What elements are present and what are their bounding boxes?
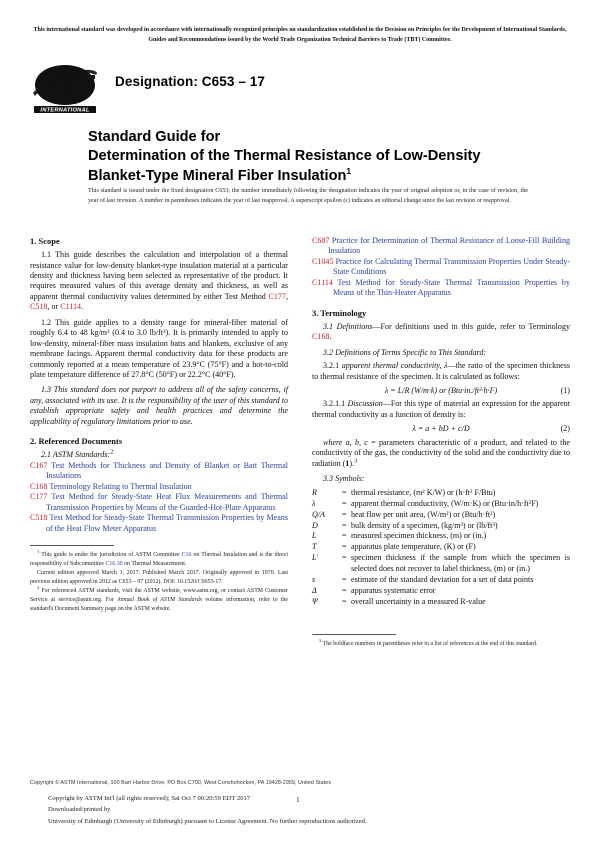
where-parameters: where a, b, c [323, 437, 368, 447]
equation-2 [312, 424, 570, 434]
reference-list-left [30, 461, 288, 534]
footnote-2-pre: For referenced ASTM standards, visit the ASTM website, www.astm.org, or contact ASTM Customer Service at service@astm.org. For [30, 587, 288, 603]
reference-code[interactable]: C518 [30, 513, 48, 523]
equation-2-number: (2) [560, 424, 570, 434]
footnote-1-marker: 1 [37, 549, 40, 554]
section-heading-scope: 1. Scope [30, 236, 60, 246]
symbol-definition: measured specimen thickness, (m) or (in.) [351, 531, 487, 541]
reference-title[interactable]: Test Method for Steady-State Heat Flux Measurements and Thermal Transmission Properties by Means of the Guarded-Hot-Plate Apparatus [46, 492, 288, 512]
table-row [312, 488, 570, 499]
symbol-name: L [312, 531, 317, 541]
symbol-definition: specimen thickness if the sample from which the specimen is selected does not recover to label thickness, (m) or (in.) [351, 553, 570, 573]
download-line-1: Copyright by ASTM Int'l (all rights reserved); Sat Oct 7 00:20:59 EDT 2017 [48, 795, 251, 802]
reference-code[interactable]: C1114 [312, 277, 333, 287]
astm-standards-label: 2.1 ASTM Standards: [41, 450, 111, 460]
footnote-divider [312, 634, 396, 635]
para-3-2-1-1-def: —For this type of material an expression for the apparent thermal conductivity as a function of density is: [312, 399, 570, 419]
svg-text:INTERNATIONAL: INTERNATIONAL [40, 107, 90, 114]
footnote-3-marker: 3 [319, 637, 322, 643]
symbol-name: Δ [312, 585, 317, 595]
astm-standards-footnote-marker: 2 [110, 448, 114, 456]
issued-under-note: This standard is issued under the fixed designation C653; the number immediately following the designation indicates the year of original adoption or, in the case of revision, the year of last revision. A number in parentheses indicates the year of last reapproval. A superscript epsilon (ε) indicates an editorial change since the last revision or reapproval. [88, 188, 528, 205]
title-line-3-text: Blanket-Type Mineral Fiber Insulation [88, 167, 347, 184]
footnote-3 [312, 637, 570, 649]
title-footnote-marker: 1 [346, 165, 352, 176]
reference-title[interactable]: Practice for Calculating Thermal Transmission Properties Under Steady-State Conditions [333, 256, 571, 277]
symbol-equals: = [342, 585, 347, 595]
reference-link-c1114[interactable]: C1114 [60, 302, 82, 312]
paragraph-2-1 [30, 450, 288, 460]
para-1-1-mid1: , [285, 291, 288, 301]
symbol-name: R [312, 487, 317, 497]
astm-logo [32, 62, 98, 114]
where-definition: = parameters characteristic of a product, and related to the conductivity of the gas, the conductivity of the solid and the conductivity due to radiation ( [312, 437, 570, 468]
para-3-2-1-def: —the ratio of the specimen thickness to thermal resistance of the specimen. It is calculated as follows: [312, 361, 571, 381]
symbol-equals: = [342, 553, 347, 563]
reference-code[interactable]: C687 [312, 236, 330, 245]
symbol-name: L' [312, 553, 319, 563]
table-row [312, 586, 570, 597]
symbol-equals: = [342, 531, 347, 541]
symbol-definition: estimate of the standard deviation for a set of data points [351, 574, 534, 584]
reference-title[interactable]: Practice for Determination of Thermal Resistance of Loose-Fill Building Insulation [328, 236, 570, 256]
committee-link-c16[interactable]: C16 [181, 551, 192, 558]
reference-title[interactable]: Test Methods for Thickness and Density of Blanket or Batt Thermal Insulations [46, 460, 288, 481]
title-line-3 [88, 167, 528, 186]
para-1-1-mid2: , or [47, 302, 61, 312]
footnote-block-right [312, 637, 570, 649]
para-3-1-mid: —For definitions used in this guide, refer to Terminology [372, 321, 570, 331]
download-line-3: University of Edinburgh (University of Edinburgh) pursuant to License Agreement. No further reproductions authorized. [48, 817, 367, 825]
reference-link-c177[interactable]: C177 [268, 291, 286, 301]
equation-2-body: λ = a + bD + c/D [412, 424, 470, 434]
reference-item [312, 236, 570, 257]
reference-title[interactable]: Test Method for Steady-State Thermal Transmission Properties by Means of the Heat Flow Meter Apparatus [46, 513, 288, 533]
symbol-name: Ψ [312, 596, 318, 606]
paragraph-1-2: 1.2 This guide applies to a density range for mineral-fiber material of roughly 6.4 to 48 kg/m³ (0.4 to 3.0 lb/ft³). It is primarily intended to apply to low-density, mineral-fiber mass insulation batts and blankets, exclusive of any membrane facings. Apparent thermal conductivity data for these products are commonly reported at a mean temperature of 23.9°C (75°F) and a hot-to-cold plate temperature difference of 27.8°C (50°F) or 22.2°C (40°F). [30, 317, 288, 380]
title-line-1: Standard Guide for [88, 129, 221, 145]
paragraph-3-1 [312, 322, 570, 343]
reference-item [312, 278, 570, 299]
symbol-definition: heat flow per unit area, (W/m²) or (Btu/h·ft²) [351, 509, 496, 519]
para-1-1-lead: 1.1 This guide describes the calculation and interpolation of a thermal resistance value for low-density blanket-type insulation material at a particular density and thickness having been selected as representative of the product. It requires measured values of this average density and thickness, as well as apparent thermal conductivity values determined by either Test Method [30, 250, 288, 301]
footnote-1 [30, 551, 288, 569]
para-3-2-1-number: 3.2.1 [323, 361, 340, 371]
table-row [312, 542, 570, 553]
page-title [88, 128, 528, 186]
reference-link-c168[interactable]: C168 [312, 332, 330, 342]
symbol-definition: apparatus plate temperature, (K) or (F) [351, 542, 476, 552]
table-row [312, 521, 570, 532]
para-3-1-end: . [329, 332, 332, 342]
symbol-equals: = [342, 520, 347, 530]
symbol-definition: apparent thermal conductivity, (W/m·K) or (Btu·in/h·ft²F) [351, 498, 539, 508]
footnote-2-italic: Annual Book of ASTM Standards [116, 596, 202, 603]
left-column [30, 236, 288, 614]
symbol-name: D [312, 520, 318, 530]
designation-label: Designation: C653 – 17 [115, 74, 266, 89]
page-number: 1 [296, 795, 300, 804]
table-row [312, 499, 570, 510]
where-footnote-marker: 3 [354, 457, 358, 465]
footnote-2-marker: 2 [37, 584, 40, 590]
reference-list-right [312, 236, 570, 299]
subcommittee-link-c1630[interactable]: C16.30 [105, 560, 123, 567]
para-3-1-term: 3.1 Definitions [323, 321, 373, 331]
footnote-1b-edition-info: Current edition approved March 1, 2017. Published March 2017. Originally approved in 1970. Last previous edition approved in 2012 as C653 – 97 (2012). DOI: 10.1520/C0653-17. [30, 569, 288, 585]
symbol-definition: thermal resistance, (m² K/W) or (h·ft² F/Btu) [351, 487, 496, 497]
para-1-1-end: . [81, 302, 84, 312]
reference-title[interactable]: Terminology Relating to Thermal Insulation [49, 481, 192, 491]
table-row [312, 531, 570, 542]
equation-1 [312, 386, 570, 396]
symbol-equals: = [342, 596, 347, 606]
reference-item [30, 482, 288, 492]
title-line-2: Determination of the Thermal Resistance of Low-Density [88, 148, 481, 165]
symbol-equals: = [342, 574, 347, 584]
symbol-equals: = [342, 498, 347, 508]
symbol-equals: = [342, 542, 347, 552]
equation-1-number: (1) [560, 386, 570, 396]
copyright-notice: Copyright © ASTM International, 100 Barr Harbor Drive, PO Box C700, West Conshohocken, PA 19428-2959, United States [30, 780, 332, 786]
reference-code[interactable]: C177 [30, 492, 48, 502]
symbol-equals: = [342, 509, 347, 519]
footnote-2-end: volume information, refer to the standard's Document Summary page on the ASTM website. [30, 596, 288, 612]
reference-code[interactable]: C1045 [312, 256, 334, 266]
footnote-2 [30, 584, 288, 614]
where-definition-end: ). [349, 458, 355, 468]
symbol-name: Q/A [312, 509, 325, 519]
table-row [312, 575, 570, 586]
symbol-name: s [312, 574, 316, 584]
footnote-3-text: The boldface numbers in parentheses refer to a list of references at the end of this standard. [321, 640, 538, 647]
equation-1-body: λ = L/R (W/m·k) or (Btu·in./ft²·h·F) [384, 386, 498, 396]
footnote-1-mid: on Thermal Insulation and is the direct responsibility of Subcommittee [30, 551, 288, 567]
reference-number-bold[interactable]: 1 [345, 458, 350, 468]
download-info-block [48, 793, 528, 827]
symbol-equals: = [342, 487, 347, 497]
section-heading-terminology: 3. Terminology [312, 307, 367, 318]
download-line-2: Downloaded/printed by [48, 806, 111, 814]
paragraph-3-2: 3.2 Definitions of Terms Specific to This Standard: [323, 347, 487, 357]
symbol-name: λ [312, 498, 316, 508]
right-column [312, 236, 570, 649]
footnote-divider [30, 545, 114, 546]
paragraph-3-3-symbols-heading: 3.3 Symbols: [323, 474, 365, 484]
paragraph-1-3: 1.3 This standard does not purport to address all of the safety concerns, if any, associated with its use. It is the responsibility of the user of this standard to establish appropriate safety and health practices and determine the applicability of regulatory limitations prior to use. [30, 385, 288, 426]
paragraph-1-1 [30, 250, 288, 313]
reference-item [30, 461, 288, 482]
reference-title[interactable]: Test Method for Steady-State Thermal Transmission Properties by Means of the Thin-Heater Apparatus [333, 277, 570, 298]
para-3-2-1-term: apparent thermal conductivity, λ [341, 361, 448, 371]
para-3-2-1-1-number: 3.2.1.1 [323, 399, 346, 409]
symbol-definition: overall uncertainty in a measured R-value [351, 596, 486, 606]
reference-item [312, 257, 570, 278]
tbt-committee-note: This international standard was developed in accordance with internationally recognized principles on standardization established in the Decision on Principles for the Development of International Standards, Guides and Recommendations issued by the World Trade Organization Technical Barriers to Trade (TBT) Committee. [33, 27, 567, 43]
designation-row [32, 62, 572, 116]
para-3-2-1-1-term: Discussion [347, 399, 383, 409]
table-row [312, 553, 570, 574]
paragraph-3-2-1 [312, 361, 570, 382]
paragraph-where-clause [312, 438, 570, 469]
symbol-definition: apparatus systematic error [351, 585, 436, 595]
footnote-block-left [30, 551, 288, 614]
footnote-1-end: on Thermal Measurement. [122, 560, 187, 567]
reference-code[interactable]: C167 [30, 460, 48, 470]
table-row [312, 510, 570, 521]
reference-code[interactable]: C168 [30, 481, 48, 491]
reference-item [30, 513, 288, 534]
paragraph-3-2-1-1 [312, 399, 570, 420]
symbols-table [312, 488, 570, 608]
table-row [312, 597, 570, 608]
symbol-definition: bulk density of a specimen, (kg/m³) or (lb/ft³) [351, 520, 498, 530]
reference-item [30, 492, 288, 513]
symbol-name: T [312, 542, 317, 552]
section-heading-referenced-documents: 2. Referenced Documents [30, 436, 123, 447]
reference-link-c518[interactable]: C518 [30, 302, 48, 312]
footnote-1-pre: This guide is under the jurisdiction of ASTM Committee [39, 551, 182, 558]
